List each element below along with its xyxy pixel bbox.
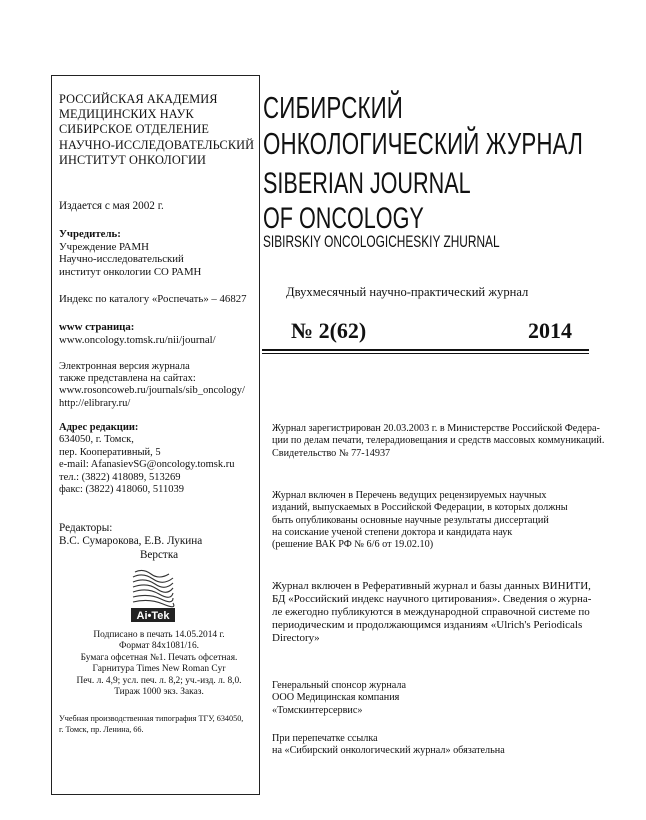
divider [262,353,589,354]
org-line: СИБИРСКОЕ ОТДЕЛЕНИЕ [59,122,209,137]
founder-line: Учреждение РАМН [59,240,149,253]
viniti-line: БД «Российский индекс научного цитирования». Сведения о журна- [272,593,592,605]
vak-line: быть опубликованы основные научные результаты диссертаций [272,514,549,526]
org-line: НАУЧНО-ИССЛЕДОВАТЕЛЬСКИЙ [59,137,255,152]
print-line: Печ. л. 4,9; усл. печ. л. 8,2; уч.-изд. л. 8,0. [76,675,242,686]
org-line: МЕДИЦИНСКИХ НАУК [59,107,194,122]
publisher-line: г. Томск, пр. Ленина, 66. [59,724,144,734]
address-heading: Адрес редакции: [59,422,139,433]
aitek-logo-icon [129,568,177,624]
print-line: Бумага офсетная №1. Печать офсетная. [80,652,238,663]
electronic-link[interactable]: http://elibrary.ru/ [59,397,131,409]
svg-text:Ai•Tek: Ai•Tek [136,610,170,622]
journal-title-translit: SIBIRSKIY ONCOLOGICHESKIY ZHURNAL [263,233,500,251]
website-link[interactable]: www.oncology.tomsk.ru/nii/journal/ [59,333,216,346]
electronic-version-block [59,361,259,410]
title-ru-line: СИБИРСКИЙ [263,90,403,125]
print-details [59,630,259,698]
published-since: Издается с мая 2002 г. [59,200,164,212]
viniti-block [272,580,592,645]
electronic-link[interactable]: www.rosoncoweb.ru/journals/sib_oncology/ [59,385,245,397]
editors-names: В.С. Сумарокова, Е.В. Лукина [59,534,203,547]
vak-block [272,490,592,551]
phone-line: тел.: (3822) 418089, 513269 [59,471,181,483]
viniti-line: периодическим и продолжающимся изданиям «Ulrich's Periodicals [272,619,583,631]
divider [262,349,589,351]
vak-line: изданий, выпускаемых в Российской Федерации, в которых должны [272,502,568,514]
publisher-line: Учебная производственная типография ТГУ, 634050, [59,714,244,723]
reprint-notice [272,733,592,758]
sponsor-line: «Томскинтерсервис» [272,704,363,716]
viniti-line: ле ежегодно публикуются в международной справочной системе по [272,606,590,618]
founder-line: институт онкологии СО РАМН [59,265,202,278]
website-block [59,321,259,346]
issue-number: № 2(62) [291,318,367,343]
title-en-line: SIBERIAN JOURNAL [263,167,471,200]
registration-line: ции по делам печати, телерадиовещания и средств массовых коммуникаций. [272,435,605,447]
print-line: Формат 84х1081/16. [118,641,199,652]
reprint-line: на «Сибирский онкологический журнал» обязательна [272,745,505,757]
reprint-line: При перепечатке ссылка [272,733,378,744]
email-link[interactable]: e-mail: AfanasievSG@oncology.tomsk.ru [59,459,235,471]
journal-title-ru [263,90,583,162]
title-ru-line: ОНКОЛОГИЧЕСКИЙ ЖУРНАЛ [263,126,583,161]
journal-title-en [263,166,471,236]
issue-year: 2014 [528,318,572,343]
print-line: Гарнитура Times New Roman Cyr [92,664,226,675]
title-en-line: OF ONCOLOGY [263,202,424,235]
organization-block [59,92,259,168]
registration-block [272,423,605,460]
sponsor-line: Генеральный спонсор журнала [272,680,407,691]
journal-subtitle: Двухмесячный научно-практический журнал [286,285,529,299]
catalog-index: Индекс по каталогу «Роспечать» – 46827 [59,293,247,305]
layout-label: Верстка [139,549,179,561]
vak-line: Журнал включен в Перечень ведущих рецензируемых научных [272,490,547,501]
electronic-line: Электронная версия журнала [59,361,190,372]
sponsor-block [272,680,592,717]
website-heading: www страница: [59,321,135,333]
vak-line: на соискание ученой степени доктора и кандидата наук [272,526,513,538]
viniti-line: Журнал включен в Реферативный журнал и базы данных ВИНИТИ, [272,580,591,592]
vak-line: (решение ВАК РФ № 6/6 от 19.02.10) [272,539,434,551]
sponsor-line: ООО Медицинская компания [272,692,400,704]
print-line: Тираж 1000 экз. Заказ. [114,687,204,698]
founder-line: Научно-исследовательский [59,253,184,266]
fax-line: факс: (3822) 418060, 511039 [59,484,184,496]
print-line: Подписано в печать 14.05.2014 г. [93,630,225,640]
org-line: РОССИЙСКАЯ АКАДЕМИЯ [59,92,218,106]
address-line: 634050, г. Томск, [59,434,134,446]
address-line: пер. Кооперативный, 5 [59,446,161,458]
org-line: ИНСТИТУТ ОНКОЛОГИИ [59,152,206,167]
editors-block [59,522,259,547]
registration-line: Свидетельство № 77-14937 [272,447,391,459]
founder-block [59,228,259,278]
registration-line: Журнал зарегистрирован 20.03.2003 г. в Министерстве Российской Федера- [272,423,600,434]
editors-heading: Редакторы: [59,522,113,534]
publisher-block [59,714,259,735]
founder-heading: Учредитель: [59,228,121,240]
viniti-line: Directory» [272,632,320,644]
address-block [59,422,259,496]
electronic-line: также представлена на сайтах: [59,373,196,385]
